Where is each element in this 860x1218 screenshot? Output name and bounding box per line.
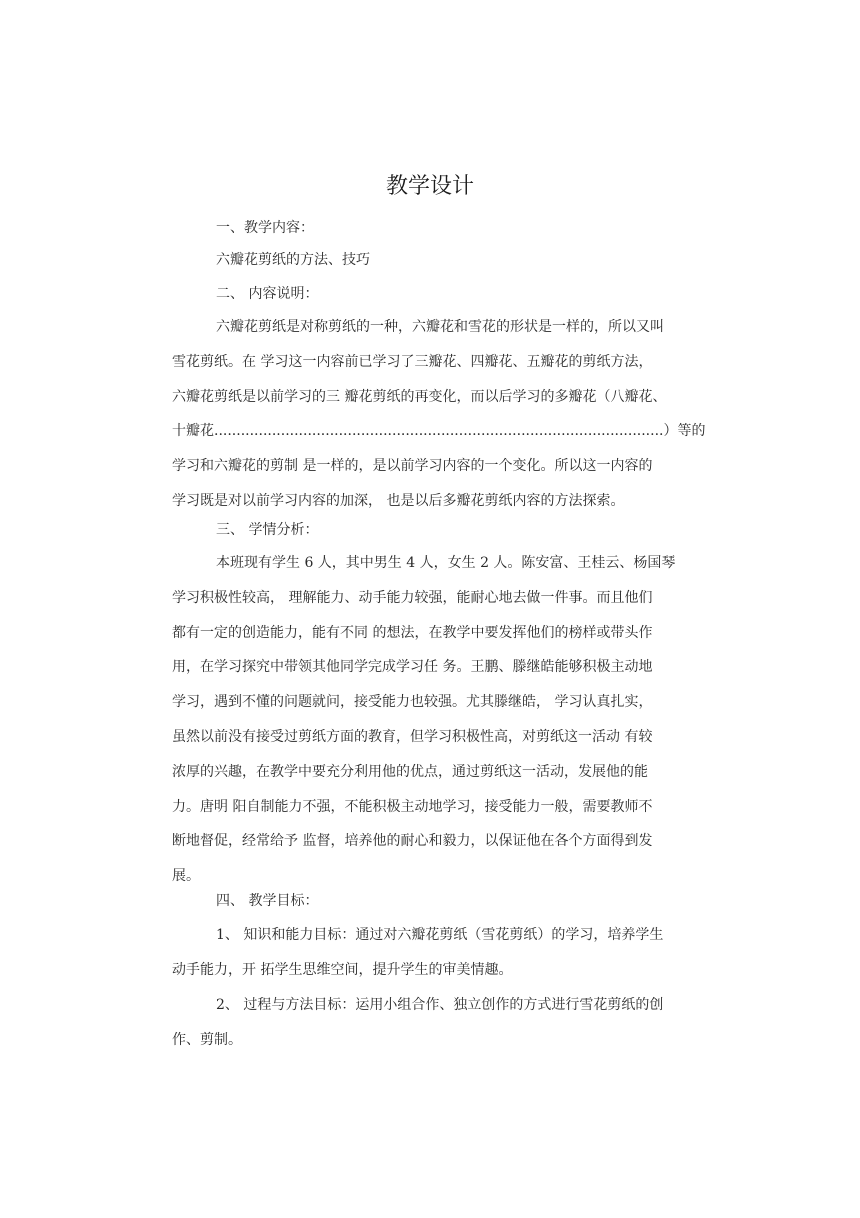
section-heading-goals: 四、 教学目标： [216, 893, 319, 909]
paragraph-line: 虽然以前没有接受过剪纸方面的教育，但学习积极性高，对剪纸这一活动 有较 [172, 728, 653, 745]
paragraph-line: 雪花剪纸。在 学习这一内容前已学习了三瓣花、四瓣花、五瓣花的剪纸方法， [172, 353, 653, 370]
paragraph-line: 作、剪制。 [172, 1031, 242, 1048]
paragraph-line: 动手能力，开 拓学生思维空间，提升学生的审美情趣。 [172, 961, 513, 978]
paragraph-line: 学习积极性较高， 理解能力、动手能力较强，能耐心地去做一件事。而且他们 [172, 589, 653, 606]
paragraph-line: 都有一定的创造能力，能有不同 的想法，在教学中要发挥他们的榜样或带头作 [172, 624, 653, 641]
page-title: 教学设计 [385, 174, 474, 199]
section-heading-analysis: 三、 学情分析： [216, 522, 319, 538]
paragraph-line: 力。唐明 阳自制能力不强，不能积极主动地学习，接受能力一般，需要教师不 [172, 798, 653, 815]
explanation-paragraph [172, 310, 706, 519]
goal-process-method [172, 988, 682, 1058]
paragraph-line: 用，在学习探究中带领其他同学完成学习任 务。王鹏、滕继皓能够积极主动地 [172, 659, 653, 676]
paragraph-line: 学习和六瓣花的剪制 是一样的，是以前学习内容的一个变化。所以这一内容的 [172, 458, 653, 475]
paragraph-line: 学习，遇到不懂的问题就问，接受能力也较强。尤其滕继皓， 学习认真扎实， [172, 694, 653, 711]
paragraph-line: 六瓣花剪纸是对称剪纸的一种，六瓣花和雪花的形状是一样的，所以又叫 [216, 319, 664, 335]
paragraph-line: 断地督促，经常给予 监督，培养他的耐心和毅力，以保证他在各个方面得到发 [172, 833, 653, 850]
paragraph-line: 六瓣花剪纸是以前学习的三 瓣花剪纸的再变化，而以后学习的多瓣花（八瓣花、 [172, 388, 667, 405]
section-heading-explanation: 二、 内容说明： [216, 286, 319, 302]
paragraph-line: 本班现有学生 6 人，其中男生 4 人，女生 2 人。陈安富、王桂云、杨国琴 [216, 555, 676, 571]
paragraph-line: 十瓣花.....................................................................................................）等的 [172, 423, 706, 440]
paragraph-line: 2、 过程与方法目标：运用小组合作、独立创作的方式进行雪花剪纸的创 [216, 997, 664, 1013]
section-heading-content: 一、教学内容： [216, 220, 314, 236]
paragraph-line: 学习既是对以前学习内容的加深， 也是以后多瓣花剪纸内容的方法探索。 [172, 492, 625, 509]
paragraph-line: 1、 知识和能力目标：通过对六瓣花剪纸（雪花剪纸）的学习，培养学生 [216, 927, 664, 943]
analysis-paragraph [172, 546, 682, 894]
paragraph-line: 浓厚的兴趣，在教学中要充分利用他的优点，通过剪纸这一活动，发展他的能 [172, 763, 648, 780]
paragraph-line: 展。 [172, 868, 200, 885]
goal-knowledge-ability [172, 918, 682, 988]
content-text: 六瓣花剪纸的方法、技巧 [216, 252, 370, 268]
